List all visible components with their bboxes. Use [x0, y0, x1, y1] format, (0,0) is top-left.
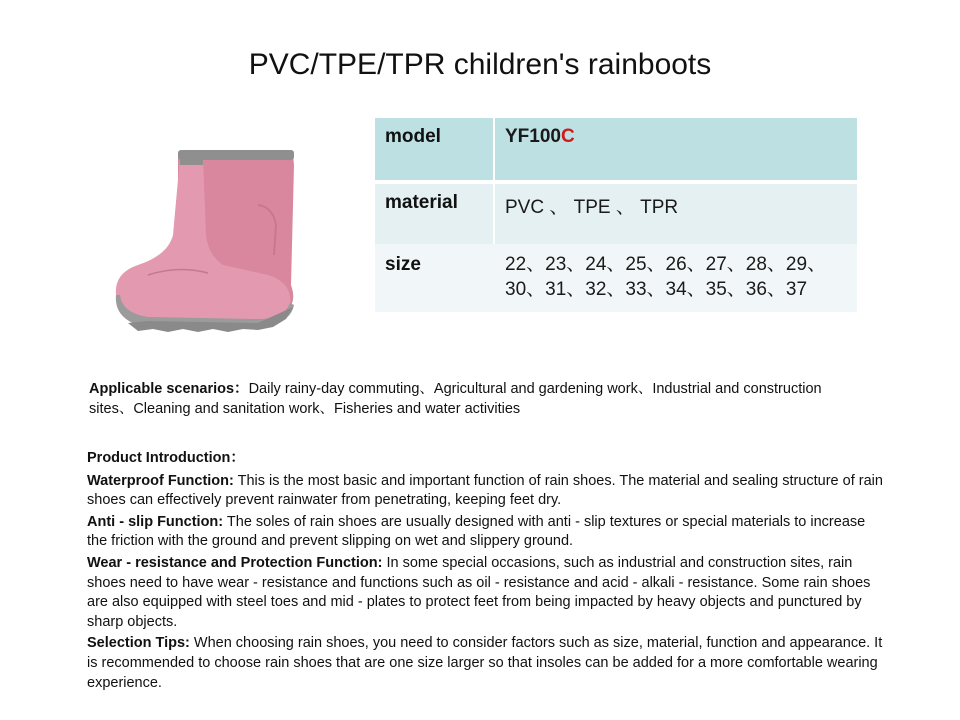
intro-waterproof: [87, 472, 887, 511]
anti-slip-label: Anti - slip Function:: [87, 513, 224, 530]
scenarios-text: Daily rainy-day commuting、Agricultural and gardening work、Industrial and construction sites、Cleaning and sanitation work、Fisheries and water activities: [89, 381, 822, 417]
size-value: [494, 244, 857, 312]
selection-tips-label: Selection Tips:: [87, 635, 190, 652]
rainboots-product-image: [108, 145, 308, 335]
pink-rainboots-icon: [108, 145, 308, 335]
size-line-2: 30、31、32、33、34、35、36、37: [505, 279, 808, 300]
model-label: model: [375, 118, 494, 182]
size-line-1: 22、23、24、25、26、27、28、29、: [505, 254, 827, 275]
intro-heading: Product Introduction：: [87, 450, 245, 466]
wear-resistance-label: Wear - resistance and Protection Function:: [87, 554, 383, 571]
model-value-accent: C: [560, 126, 575, 147]
table-row-material: [375, 182, 857, 244]
selection-tips-text: When choosing rain shoes, you need to consider factors such as size, material, function and appearance. It is recommended to choose rain shoes that are one size larger so that insoles can be added for a more comfortable wearing experience.: [87, 635, 883, 691]
size-label: size: [375, 244, 494, 312]
intro-anti-slip: [87, 513, 887, 552]
applicable-scenarios: [89, 380, 829, 419]
waterproof-label: Waterproof Function:: [87, 472, 234, 489]
model-value-main: YF100: [505, 126, 561, 147]
intro-selection-tips: [87, 634, 887, 693]
spec-table: [375, 118, 857, 312]
table-row-size: [375, 244, 857, 312]
intro-wear-resistance: [87, 554, 887, 632]
scenarios-label: Applicable scenarios：: [89, 381, 249, 397]
page-title: PVC/TPE/TPR children's rainboots: [248, 48, 712, 81]
material-value: PVC 、 TPE 、 TPR: [494, 182, 857, 244]
material-label: material: [375, 182, 494, 244]
anti-slip-text: The soles of rain shoes are usually designed with anti - slip textures or special materials to increase the friction with the ground and prevent slipping on wet and slippery ground.: [87, 513, 866, 550]
table-row-model: [375, 118, 857, 182]
wear-resistance-text: In some special occasions, such as industrial and construction sites, rain shoes need to have wear - resistance and functions such as oil - resistance and acid - alkali - resistance. Some rain shoes are also equipped with steel toes and mid - plates to protect feet from being impacted by heavy objects and punctured by sharp objects.: [87, 554, 871, 630]
product-introduction: [87, 449, 887, 695]
waterproof-text: This is the most basic and important function of rain shoes. The material and sealing structure of rain shoes can effectively prevent rainwater from penetrating, keeping feet dry.: [87, 472, 883, 509]
model-value: [494, 118, 857, 182]
